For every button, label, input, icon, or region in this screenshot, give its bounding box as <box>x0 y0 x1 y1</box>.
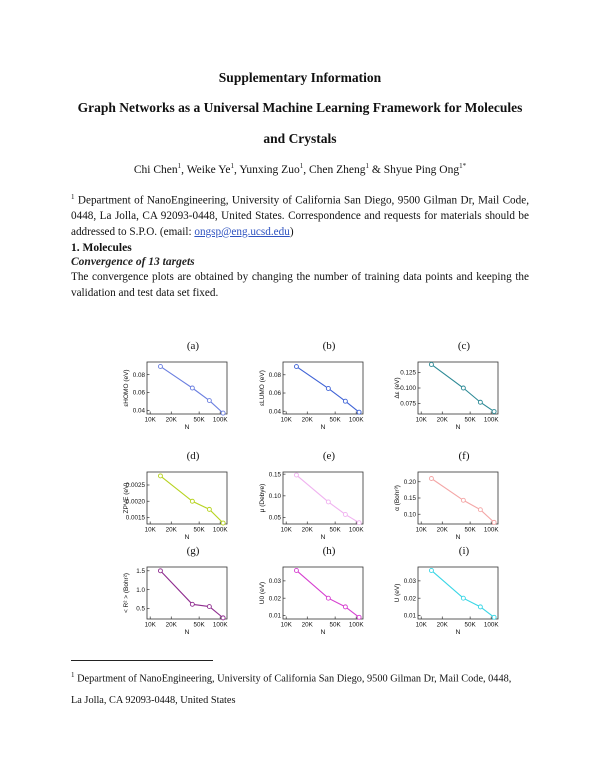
x-tick-label: 10K <box>280 416 292 424</box>
x-tick-label: 100K <box>212 621 228 629</box>
y-tick-label: 0.08 <box>132 371 145 379</box>
author-name: Chi Chen <box>133 163 178 176</box>
data-point <box>478 508 482 512</box>
affiliation-mark: 1 <box>71 193 75 201</box>
x-tick-label: 10K <box>280 526 292 534</box>
x-tick-label: 20K <box>301 621 313 629</box>
y-tick-label: 0.0015 <box>125 514 145 522</box>
y-tick-label: 1.0 <box>136 586 145 594</box>
data-point <box>429 362 433 366</box>
data-point <box>492 410 496 414</box>
footnote <box>71 664 531 712</box>
data-point <box>357 615 361 619</box>
paper-title-line1: Graph Networks as a Universal Machine Learning Framework for Molecules <box>77 100 523 115</box>
data-point <box>461 386 465 390</box>
footnote-line2: La Jolla, CA 92093-0448, United States <box>71 695 236 707</box>
x-tick-label: 100K <box>348 416 364 424</box>
x-tick-label: 50K <box>329 416 341 424</box>
section-body: The convergence plots are obtained by changing the number of training data points and keeping the validation and test data set fixed. <box>71 271 529 299</box>
series-line <box>296 475 359 523</box>
x-axis-label: N <box>320 534 326 541</box>
x-tick-label: 50K <box>329 526 341 534</box>
x-tick-label: 20K <box>436 621 448 629</box>
data-point <box>158 364 162 368</box>
data-point <box>461 498 465 502</box>
y-axis-label: ZPVE (eV) <box>123 482 130 514</box>
footnote-line1: Department of NanoEngineering, University of California San Diego, 9500 Gilman Dr, Mail Code, 0448, <box>74 673 512 685</box>
paper-title-line2: and Crystals <box>263 131 337 146</box>
y-axis-label: U0 (eV) <box>259 581 266 605</box>
y-tick-label: 0.20 <box>403 478 416 486</box>
data-point <box>221 616 225 620</box>
panel-label: (a) <box>186 340 200 352</box>
y-tick-label: 0.01 <box>268 612 281 620</box>
y-tick-label: 0.075 <box>400 400 416 408</box>
data-point <box>343 605 347 609</box>
series-line <box>431 570 494 617</box>
x-tick-label: 10K <box>415 416 427 424</box>
panel-label: (f) <box>458 450 470 462</box>
y-tick-label: 0.0020 <box>125 498 145 506</box>
y-tick-label: 0.0025 <box>125 482 145 490</box>
data-point <box>207 507 211 511</box>
x-tick-label: 20K <box>165 416 177 424</box>
y-tick-label: 0.05 <box>268 514 281 522</box>
x-tick-label: 50K <box>193 526 205 534</box>
author-mark: 1 <box>230 162 234 170</box>
y-tick-label: 0.5 <box>136 605 145 613</box>
data-point <box>357 521 361 525</box>
data-point <box>478 400 482 404</box>
x-tick-label: 10K <box>415 526 427 534</box>
x-tick-label: 20K <box>165 621 177 629</box>
author-mark: 1 <box>177 162 182 170</box>
y-axis-label: < R² > (Bohr²) <box>123 572 130 614</box>
x-tick-label: 50K <box>193 621 205 629</box>
data-point <box>461 596 465 600</box>
x-tick-label: 100K <box>212 416 228 424</box>
x-axis-label: N <box>455 629 461 636</box>
data-point <box>492 520 496 524</box>
author-mark: 1* <box>459 162 467 170</box>
x-tick-label: 50K <box>193 416 205 424</box>
data-point <box>429 477 433 481</box>
x-tick-label: 100K <box>483 526 499 534</box>
author-name: Shyue Ping Ong <box>383 163 460 176</box>
panel-label: (b) <box>322 340 336 352</box>
x-axis-label: N <box>320 424 326 431</box>
panel-label: (e) <box>322 450 336 462</box>
chart-panel <box>259 545 389 640</box>
x-axis-label: N <box>455 424 461 431</box>
y-tick-label: 0.10 <box>268 493 281 501</box>
data-point <box>357 410 361 414</box>
subsection-heading: Convergence of 13 targets <box>71 256 195 268</box>
y-tick-label: 0.03 <box>403 578 416 586</box>
data-point <box>294 568 298 572</box>
chart-panel <box>123 450 253 545</box>
y-axis-label: U (eV) <box>394 583 401 603</box>
email-link[interactable]: ongsp@eng.ucsd.edu <box>194 225 290 238</box>
y-tick-label: 0.04 <box>268 408 281 416</box>
y-axis-label: εLUMO (eV) <box>259 370 266 406</box>
x-tick-label: 10K <box>144 621 156 629</box>
x-tick-label: 50K <box>329 621 341 629</box>
affiliation <box>71 190 529 240</box>
x-axis-label: N <box>455 534 461 541</box>
series-line <box>160 571 223 618</box>
x-tick-label: 20K <box>436 526 448 534</box>
y-tick-label: 0.06 <box>268 390 281 398</box>
x-tick-label: 50K <box>464 526 476 534</box>
data-point <box>294 473 298 477</box>
x-axis-label: N <box>184 534 190 541</box>
x-tick-label: 50K <box>464 416 476 424</box>
y-axis-label: μ (Debye) <box>259 483 266 513</box>
x-tick-label: 100K <box>348 621 364 629</box>
x-tick-label: 100K <box>212 526 228 534</box>
x-tick-label: 100K <box>348 526 364 534</box>
chart-panel <box>123 545 253 640</box>
y-tick-label: 0.125 <box>400 369 416 377</box>
y-tick-label: 0.15 <box>403 495 416 503</box>
author-mark: 1 <box>365 162 369 170</box>
y-tick-label: 1.5 <box>136 567 145 575</box>
author-list: Chi Chen$^1$, Weike Ye$^1$, Yunxing Zuo$^1$, Chen Zheng$^1$ & Shyue Ping Ong$^{1*}$ <box>133 162 467 176</box>
data-point <box>190 386 194 390</box>
x-axis-label: N <box>184 629 190 636</box>
y-tick-label: 0.02 <box>268 595 281 603</box>
y-tick-label: 0.100 <box>400 385 416 393</box>
author-name: Weike Ye <box>186 163 231 176</box>
data-point <box>343 512 347 516</box>
x-tick-label: 100K <box>483 621 499 629</box>
data-point <box>207 605 211 609</box>
data-point <box>343 399 347 403</box>
y-axis-label: α (Bohr³) <box>394 485 401 511</box>
footnote-rule <box>71 660 213 661</box>
y-tick-label: 0.08 <box>268 371 281 379</box>
chart-panel <box>394 545 524 640</box>
x-tick-label: 50K <box>464 621 476 629</box>
y-tick-label: 0.01 <box>403 612 416 620</box>
affiliation-close: ) <box>289 225 294 238</box>
data-point <box>326 596 330 600</box>
x-tick-label: 20K <box>165 526 177 534</box>
y-tick-label: 0.03 <box>268 578 281 586</box>
x-tick-label: 10K <box>415 621 427 629</box>
x-tick-label: 10K <box>144 416 156 424</box>
x-tick-label: 20K <box>301 526 313 534</box>
chart-panel <box>259 340 389 435</box>
series-line <box>296 570 359 617</box>
panel-label: (d) <box>186 450 200 462</box>
author-name: Yunxing Zuo <box>239 163 300 176</box>
x-tick-label: 20K <box>301 416 313 424</box>
y-tick-label: 0.04 <box>132 407 145 415</box>
y-axis-label: εHOMO (eV) <box>123 369 130 407</box>
author-name: Chen Zheng <box>308 163 366 176</box>
y-tick-label: 0.15 <box>268 471 281 479</box>
affiliation-text: Department of NanoEngineering, University of California San Diego, 9500 Gilman Dr, Mail Code, 0448, La Jolla, CA 92093-0448, United States. Correspondence and requests for materials should be addressed to S.P.O. (email: <box>71 194 529 238</box>
supplementary-title: Supplementary Information <box>218 70 382 85</box>
data-point <box>190 602 194 606</box>
x-axis-label: N <box>320 629 326 636</box>
data-point <box>478 605 482 609</box>
data-point <box>326 500 330 504</box>
data-point <box>221 521 225 525</box>
chart-panel <box>259 450 389 545</box>
data-point <box>207 399 211 403</box>
x-tick-label: 10K <box>144 526 156 534</box>
chart-panel <box>394 340 524 435</box>
data-point <box>326 386 330 390</box>
data-point <box>429 568 433 572</box>
panel-label: (c) <box>457 340 471 352</box>
data-point <box>294 365 298 369</box>
x-axis-label: N <box>184 424 190 431</box>
data-point <box>190 499 194 503</box>
footnote-mark: 1 <box>71 671 75 679</box>
y-axis-label: Δε (eV) <box>394 377 401 399</box>
y-tick-label: 0.02 <box>403 595 416 603</box>
plot-frame <box>147 472 227 524</box>
chart-panel <box>394 450 524 545</box>
panel-label: (g) <box>186 545 200 557</box>
panel-label: (i) <box>458 545 470 557</box>
x-tick-label: 20K <box>436 416 448 424</box>
author-mark: 1 <box>299 162 304 170</box>
y-tick-label: 0.06 <box>132 389 145 397</box>
section-heading: 1. Molecules <box>71 242 132 254</box>
data-point <box>221 411 225 415</box>
x-tick-label: 10K <box>280 621 292 629</box>
data-point <box>492 615 496 619</box>
x-tick-label: 100K <box>483 416 499 424</box>
data-point <box>158 569 162 573</box>
y-tick-label: 0.10 <box>403 511 416 519</box>
data-point <box>158 474 162 478</box>
chart-panel <box>123 340 253 435</box>
panel-label: (h) <box>322 545 336 557</box>
